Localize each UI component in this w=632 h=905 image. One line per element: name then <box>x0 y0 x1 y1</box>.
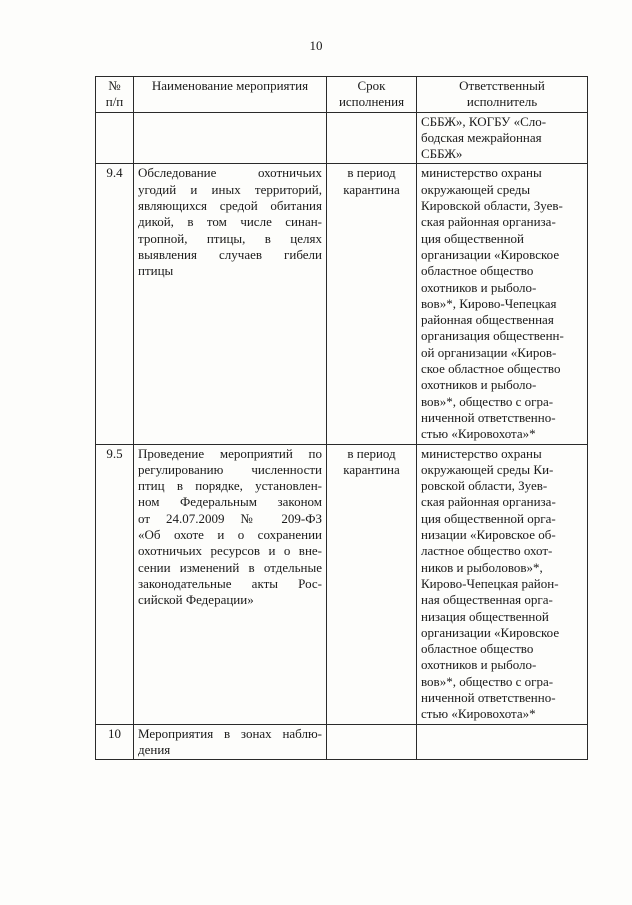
header-number <box>96 77 134 113</box>
text-line: в период <box>347 445 396 461</box>
text-line: Проведение мероприятий по <box>138 445 322 461</box>
text-line: исполнитель <box>466 94 538 110</box>
text-line: ция общественной <box>421 230 525 246</box>
text-line: охотников и рыболо- <box>421 377 537 393</box>
text-line: вов»*, общество с огра- <box>421 673 554 689</box>
text-line: ская районная организа- <box>421 494 556 510</box>
text-line: организация общественн- <box>421 328 564 344</box>
measure-name-cell <box>134 164 327 444</box>
text-line: исполнения <box>338 94 405 110</box>
text-line: в период <box>347 165 396 181</box>
text-line: СББЖ», КОГБУ «Сло- <box>421 113 547 129</box>
table-header-row <box>96 77 588 113</box>
text-line: законодательные акты Рос- <box>138 575 322 591</box>
text-line: сении изменений в отдельные <box>138 559 322 575</box>
text-line: организации «Кировское <box>421 246 560 262</box>
text-line: птицы <box>138 263 174 279</box>
text-line: п/п <box>105 94 124 110</box>
text-line: стью «Кировохота»* <box>421 706 536 722</box>
text-line: стью «Кировохота»* <box>421 426 536 442</box>
measure-name-cell <box>134 112 327 164</box>
row-number: 9.5 <box>96 444 134 724</box>
table-row <box>96 112 588 164</box>
text-line: ластное общество охот- <box>421 543 553 559</box>
text-line: ская районная организа- <box>421 214 556 230</box>
header-name <box>134 77 327 113</box>
text-line: угодий и иных территорий, <box>138 181 322 197</box>
text-line: сийской Федерации» <box>138 592 254 608</box>
text-line: дения <box>138 741 171 757</box>
text-line: Наименование мероприятия <box>151 78 309 93</box>
text-line: ция общественной орга- <box>421 510 556 526</box>
text-line: ровской области, Зуев- <box>421 478 548 494</box>
header-responsible <box>417 77 588 113</box>
row-number: 10 <box>96 724 134 760</box>
responsible-cell <box>417 112 588 164</box>
term-cell <box>327 444 417 724</box>
measure-name-cell <box>134 444 327 724</box>
text-line: Ответственный <box>459 78 545 93</box>
header-term <box>327 77 417 113</box>
text-line: вов»*, Кирово-Чепецкая <box>421 295 557 311</box>
table-row <box>96 164 588 444</box>
responsible-cell <box>417 164 588 444</box>
text-line: охотников и рыболо- <box>421 279 537 295</box>
term-cell <box>327 164 417 444</box>
text-line: районная общественная <box>421 312 554 328</box>
row-number: 9.4 <box>96 164 134 444</box>
term-cell <box>327 724 417 760</box>
text-line: регулированию численности <box>138 461 322 477</box>
text-line: ниченной ответственно- <box>421 689 556 705</box>
row-number <box>96 112 134 164</box>
text-line: карантина <box>343 181 400 197</box>
text-line: тропной, птицы, в целях <box>138 230 322 246</box>
text-line: ское областное общество <box>421 361 561 377</box>
text-line: № <box>108 78 121 93</box>
text-line: птиц в порядке, установлен- <box>138 478 322 494</box>
text-line: охотников и рыболо- <box>421 657 537 673</box>
text-line: ников и рыболовов»*, <box>421 559 543 575</box>
text-line: Кировской области, Зуев- <box>421 198 563 214</box>
text-line: вов»*, общество с огра- <box>421 393 554 409</box>
measures-table <box>95 76 588 760</box>
text-line: министерство охраны <box>421 445 542 461</box>
text-line: Мероприятия в зонах наблю- <box>138 725 322 741</box>
text-line: окружающей среды <box>421 181 531 197</box>
text-line: низации «Кировское об- <box>421 527 556 543</box>
text-line: министерство охраны <box>421 165 542 181</box>
text-line: окружающей среды Ки- <box>421 461 554 477</box>
responsible-cell <box>417 724 588 760</box>
text-line: Кирово-Чепецкая район- <box>421 575 559 591</box>
text-line: «Об охоте и о сохранении <box>138 527 322 543</box>
text-line: областное общество <box>421 263 534 279</box>
text-line: Срок <box>357 78 386 93</box>
table-row <box>96 724 588 760</box>
term-cell <box>327 112 417 164</box>
text-line: ная общественная орга- <box>421 592 553 608</box>
text-line: низация общественной <box>421 608 549 624</box>
text-line: бодская межрайонная <box>421 129 542 145</box>
responsible-cell <box>417 444 588 724</box>
text-line: ниченной ответственно- <box>421 409 556 425</box>
text-line: являющихся средой обитания <box>138 198 322 214</box>
table-row <box>96 444 588 724</box>
text-line: охотничьих ресурсов и о вне- <box>138 543 322 559</box>
page-number: 10 <box>309 38 323 53</box>
text-line: областное общество <box>421 641 534 657</box>
text-line: Обследование охотничьих <box>138 165 322 181</box>
text-line: ой организации «Киров- <box>421 344 557 360</box>
text-line: выявления случаев гибели <box>138 246 322 262</box>
text-line: от 24.07.2009 № 209-ФЗ <box>138 510 322 526</box>
text-line: ном Федеральным законом <box>138 494 322 510</box>
text-line: организации «Кировское <box>421 624 560 640</box>
text-line: дикой, в том числе синан- <box>138 214 322 230</box>
measure-name-cell <box>134 724 327 760</box>
text-line: карантина <box>343 461 400 477</box>
text-line: СББЖ» <box>421 146 463 162</box>
